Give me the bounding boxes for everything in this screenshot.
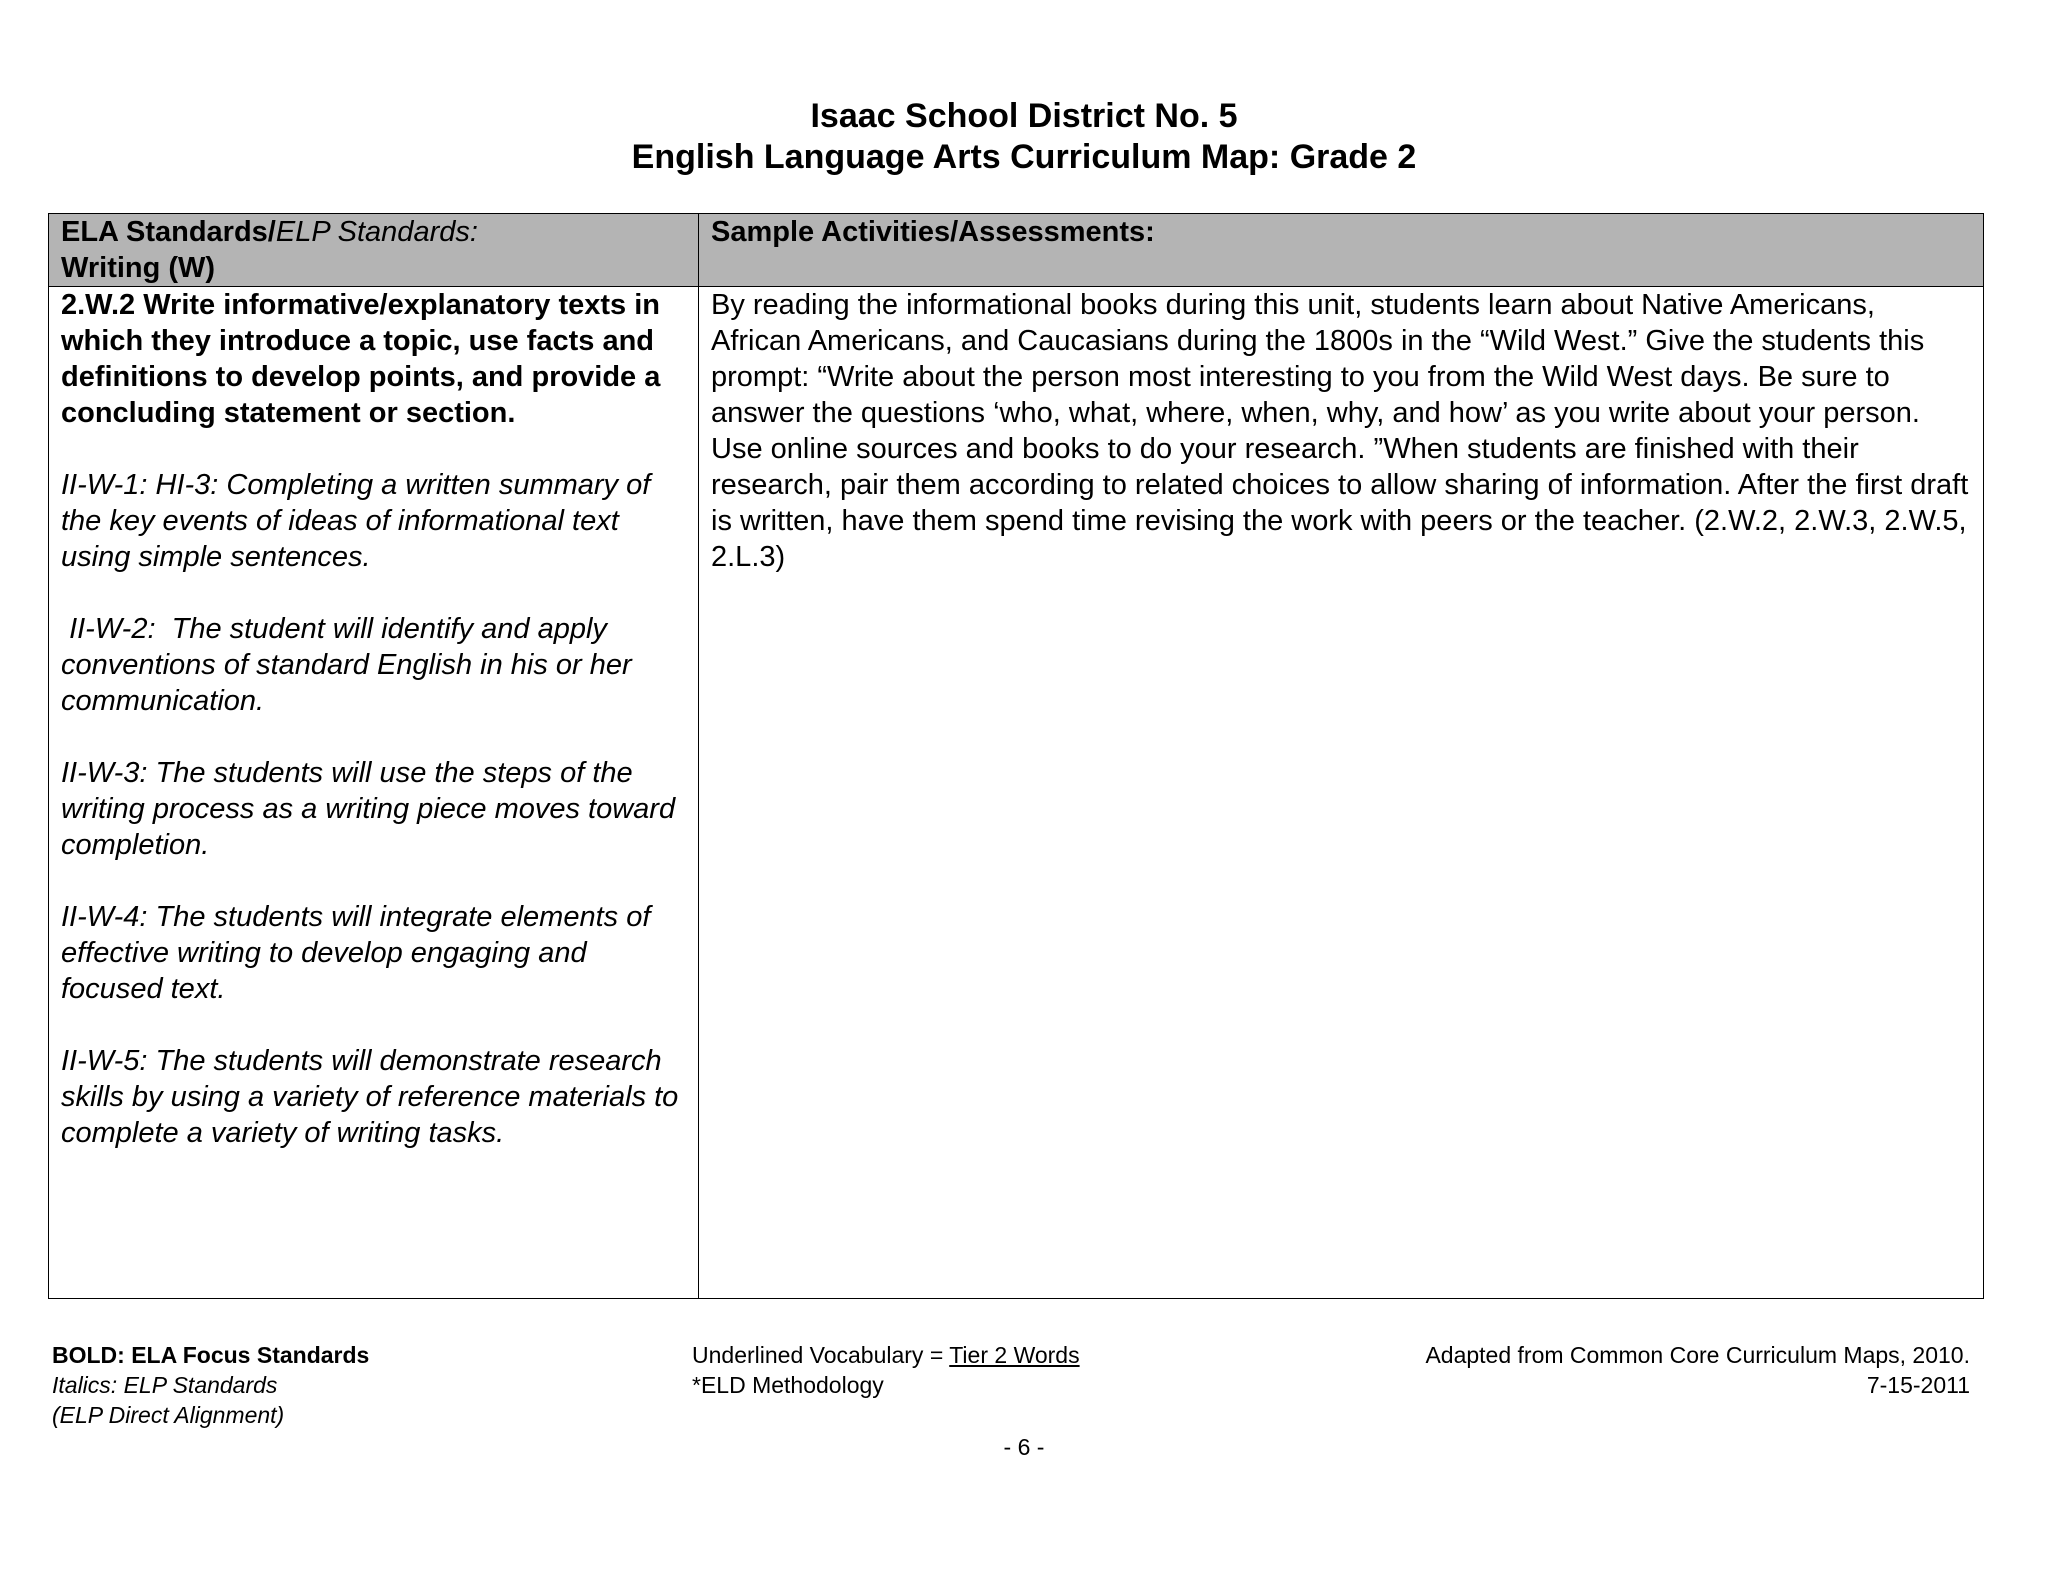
elp-standard-iiw2: II-W-2: The student will identify and apply conventions of standard English in his or her communication.: [61, 613, 640, 717]
tier2-words-label: Tier 2 Words: [949, 1342, 1080, 1368]
activity-description: By reading the informational books during this unit, students learn about Native Americans, African Americans, and Caucasians during the 1800s in the “Wild West.” Give the students this prompt: “Write about the person most interesting to you from the Wild West days. Be sure to answer the questions ‘who, what, where, when, why, and how’ as you write about your person. Use online sources and books to do your research. ”When students are finished with their research, pair them according to related choices to allow sharing of information. After the first draft is written, have them spend time revising the work with peers or the teacher. (2.W.2, 2.W.3, 2.W.5, 2.L.3): [711, 289, 1969, 573]
elp-standard-iiw1: II-W-1: HI-3: Completing a written summary of the key events of ideas of informational text using simple sentences.: [61, 469, 651, 573]
activities-cell: [699, 287, 1984, 1299]
vocabulary-legend-prefix: Underlined Vocabulary =: [692, 1342, 950, 1368]
activities-header-label: Sample Activities/Assessments:: [711, 216, 1155, 248]
document-title: Isaac School District No. 5: [810, 97, 1238, 135]
activities-header: [699, 214, 1984, 287]
elp-standard-iiw4: II-W-4: The students will integrate elements of effective writing to develop engaging and focused text.: [61, 901, 651, 1005]
ela-standards-header-label: ELA Standards/: [61, 216, 276, 248]
table-header-row: [49, 214, 1984, 287]
ela-standards-header: [49, 214, 699, 287]
legend-bold: BOLD: ELA Focus Standards: [52, 1342, 370, 1368]
revision-date: 7-15-2011: [1866, 1372, 1970, 1398]
standards-cell: [49, 287, 699, 1299]
eld-methodology-note: *ELD Methodology: [692, 1372, 884, 1398]
legend-italics: Italics: ELP Standards: [52, 1372, 278, 1398]
page-number: - 6 -: [1003, 1434, 1045, 1460]
elp-standard-iiw5: II-W-5: The students will demonstrate research skills by using a variety of reference materials to complete a variety of writing tasks.: [61, 1045, 679, 1149]
footer-source: [1425, 1340, 1970, 1400]
focus-standard-2w2: 2.W.2 Write informative/explanatory texts in which they introduce a topic, use facts and definitions to develop points, and provide a concluding statement or section.: [61, 289, 661, 429]
table-body-row: [49, 287, 1984, 1299]
elp-standard-iiw3: II-W-3: The students will use the steps of the writing process as a writing piece moves toward completion.: [61, 757, 676, 861]
footer-vocabulary-note: [692, 1340, 1080, 1400]
curriculum-map-table: [48, 213, 1984, 1299]
footer-legend: [52, 1340, 369, 1430]
writing-strand-label: Writing (W): [61, 252, 216, 284]
source-attribution: Adapted from Common Core Curriculum Maps, 2010.: [1425, 1342, 1970, 1368]
vocabulary-legend: [692, 1340, 1080, 1370]
document-subtitle: English Language Arts Curriculum Map: Grade 2: [631, 138, 1417, 176]
elp-standards-header-label: ELP Standards:: [275, 216, 478, 248]
legend-alignment: (ELP Direct Alignment): [52, 1402, 285, 1428]
